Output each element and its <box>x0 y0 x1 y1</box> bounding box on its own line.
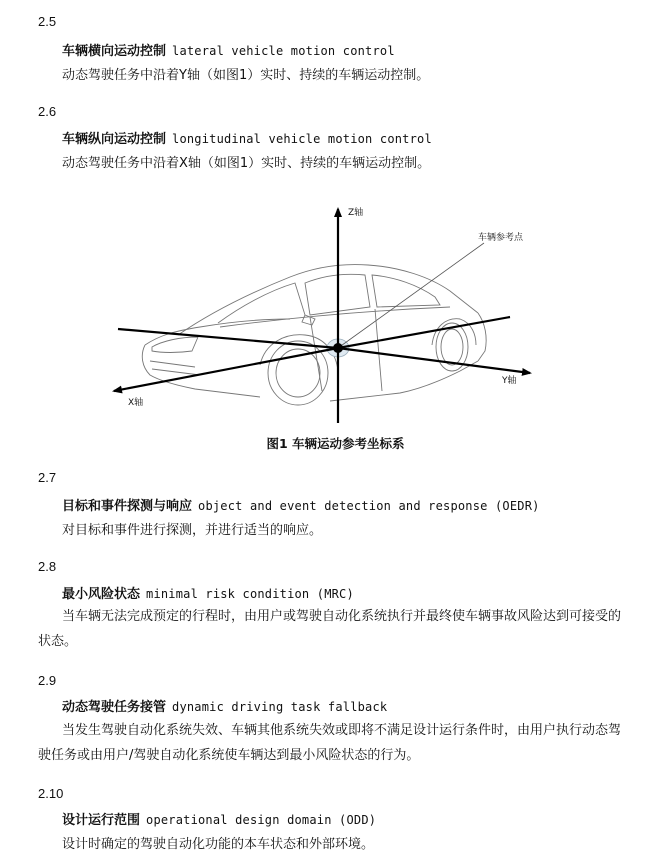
reference-point <box>333 343 343 353</box>
term-heading <box>62 812 376 829</box>
term-definition: 当发生驾驶自动化系统失效、车辆其他系统失效或即将不满足设计运行条件时，由用户执行动态驾驶任务或由用户/驾驶自动化系统使车辆达到最小风险状态的行为。 <box>38 723 622 763</box>
term-en: dynamic driving task fallback <box>172 700 388 714</box>
term-definition: 动态驾驶任务中沿着Y轴（如图1）实时、持续的车辆运动控制。 <box>62 68 430 83</box>
section-number: 2.7 <box>38 470 57 485</box>
term-zh: 设计运行范围 <box>62 813 141 828</box>
term-zh: 车辆横向运动控制 <box>62 44 167 59</box>
x-axis-label: X轴 <box>128 398 144 408</box>
x-axis <box>114 348 338 391</box>
z-axis-label: Z轴 <box>348 208 364 218</box>
section-number: 2.5 <box>38 14 57 29</box>
section-number: 2.9 <box>38 673 57 688</box>
reference-point-label: 车辆参考点 <box>478 233 524 243</box>
term-en: minimal risk condition (MRC) <box>146 587 354 601</box>
term-definition: 动态驾驶任务中沿着X轴（如图1）实时、持续的车辆运动控制。 <box>62 156 431 171</box>
term-definition: 当车辆无法完成预定的行程时，由用户或驾驶自动化系统执行并最终使车辆事故风险达到可接受的状态。 <box>38 609 622 649</box>
vehicle-coordinate-figure <box>100 195 540 425</box>
term-heading <box>62 586 354 603</box>
term-heading <box>62 43 395 60</box>
y-axis-label: Y轴 <box>502 376 517 386</box>
y-axis <box>338 348 530 373</box>
y-axis-extension <box>118 329 338 348</box>
vehicle-diagram <box>100 195 540 425</box>
term-heading <box>62 131 432 148</box>
section-number: 2.8 <box>38 559 57 574</box>
term-heading <box>62 699 387 716</box>
x-axis-extension <box>338 317 510 348</box>
term-heading <box>62 498 540 515</box>
term-en: operational design domain (ODD) <box>146 813 377 827</box>
section-number: 2.6 <box>38 104 57 119</box>
term-en: longitudinal vehicle motion control <box>172 132 432 146</box>
figure-caption: 图1 车辆运动参考坐标系 <box>266 436 405 451</box>
term-en: lateral vehicle motion control <box>172 44 395 58</box>
term-zh: 动态驾驶任务接管 <box>62 700 167 715</box>
term-definition: 对目标和事件进行探测，并进行适当的响应。 <box>62 523 323 538</box>
term-zh: 最小风险状态 <box>62 587 141 602</box>
reference-leader-line <box>338 243 484 348</box>
term-zh: 目标和事件探测与响应 <box>62 499 193 514</box>
term-definition: 设计时确定的驾驶自动化功能的本车状态和外部环境。 <box>62 837 375 852</box>
term-en: object and event detection and response (OEDR) <box>198 499 540 513</box>
section-number: 2.10 <box>38 786 64 801</box>
term-zh: 车辆纵向运动控制 <box>62 132 167 147</box>
